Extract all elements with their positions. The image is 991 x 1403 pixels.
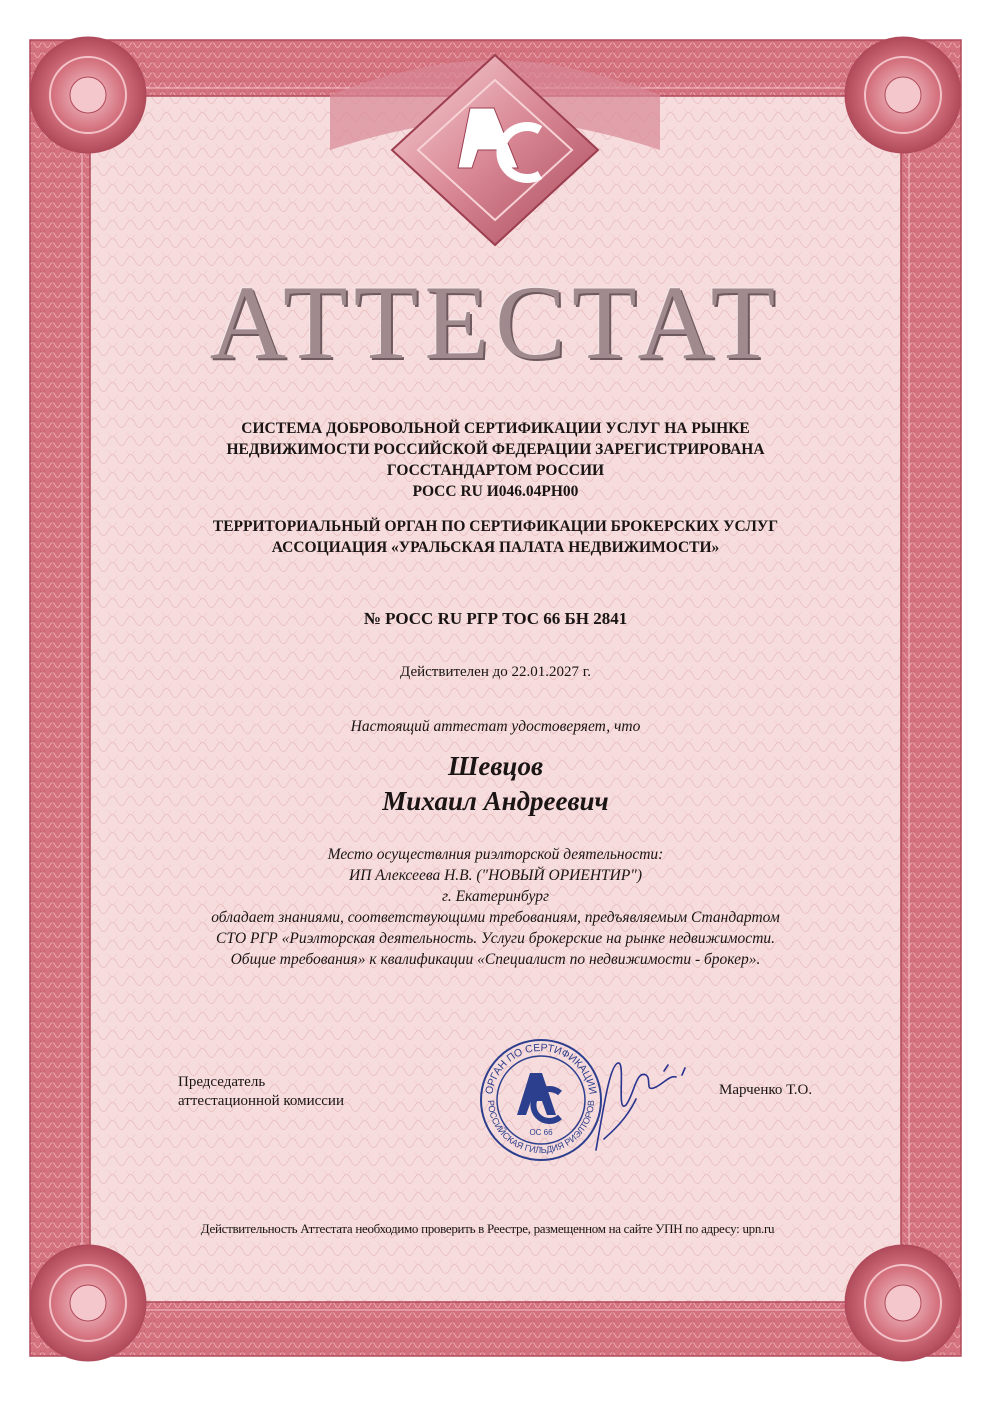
system-line: ГОССТАНДАРТОМ РОССИИ (386, 462, 605, 479)
system-line: НЕДВИЖИМОСТИ РОССИЙСКОЙ ФЕДЕРАЦИИ ЗАРЕГИСТРИРОВАНА (226, 441, 765, 458)
signatory-name: Марченко Т.О. (719, 1082, 813, 1098)
body-line: обладает знаниями, соответствующими требованиям, предъявляемым Стандартом (211, 909, 780, 926)
certifies-statement: Настоящий аттестат удостоверяет, что (350, 718, 641, 735)
body-line: г. Екатеринбург (441, 888, 549, 905)
validity-date: Действителен до 22.01.2027 г. (400, 664, 591, 680)
stamp-top-text: ОРГАН ПО СЕРТИФИКАЦИИ (483, 1041, 599, 1096)
system-line: СИСТЕМА ДОБРОВОЛЬНОЙ СЕРТИФИКАЦИИ УСЛУГ НА РЫНКЕ (241, 420, 750, 437)
official-stamp (476, 1035, 696, 1165)
body-line: ИП Алексеева Н.В. ("НОВЫЙ ОРИЕНТИР") (349, 867, 642, 884)
chair-title (178, 1073, 344, 1111)
chair-line: Председатель (178, 1074, 266, 1090)
body-line: Место осуществлния риэлторской деятельности: (327, 846, 664, 863)
system-registration-number: РОСС RU И046.04РН00 (412, 483, 579, 500)
registry-footer-note: Действительность Аттестата необходимо проверить в Реестре, размещенном на сайте УПН по адресу: upn.ru (200, 1221, 775, 1236)
body-line: СТО РГР «Риэлторская деятельность. Услуги брокерские на рынке недвижимости. (215, 930, 776, 947)
body-line: Общие требования» к квалификации «Специалист по недвижимости - брокер». (230, 951, 761, 968)
certificate-title: АТТЕСТАТ (209, 264, 782, 381)
stamp-code: ОС 66 (529, 1128, 553, 1137)
stamp-logo-icon (517, 1073, 560, 1121)
certification-organ-block (0, 516, 991, 558)
certification-system-block (0, 418, 991, 502)
signature (596, 1063, 685, 1150)
chair-line: аттестационной комиссии (178, 1093, 344, 1109)
certificate-number: № РОСС RU РГР ТОС 66 БН 2841 (363, 609, 628, 628)
holder-given-names: Михаил Андреевич (382, 786, 609, 816)
stamp-bottom-text: РОССИЙСКАЯ ГИЛЬДИЯ РИЭЛТОРОВ (485, 1099, 597, 1156)
organ-line: АССОЦИАЦИЯ «УРАЛЬСКАЯ ПАЛАТА НЕДВИЖИМОСТИ» (271, 539, 720, 556)
qualification-text (0, 844, 991, 970)
organ-line: ТЕРРИТОРИАЛЬНЫЙ ОРГАН ПО СЕРТИФИКАЦИИ БРОКЕРСКИХ УСЛУГ (212, 518, 779, 535)
holder-surname: Шевцов (447, 751, 544, 781)
